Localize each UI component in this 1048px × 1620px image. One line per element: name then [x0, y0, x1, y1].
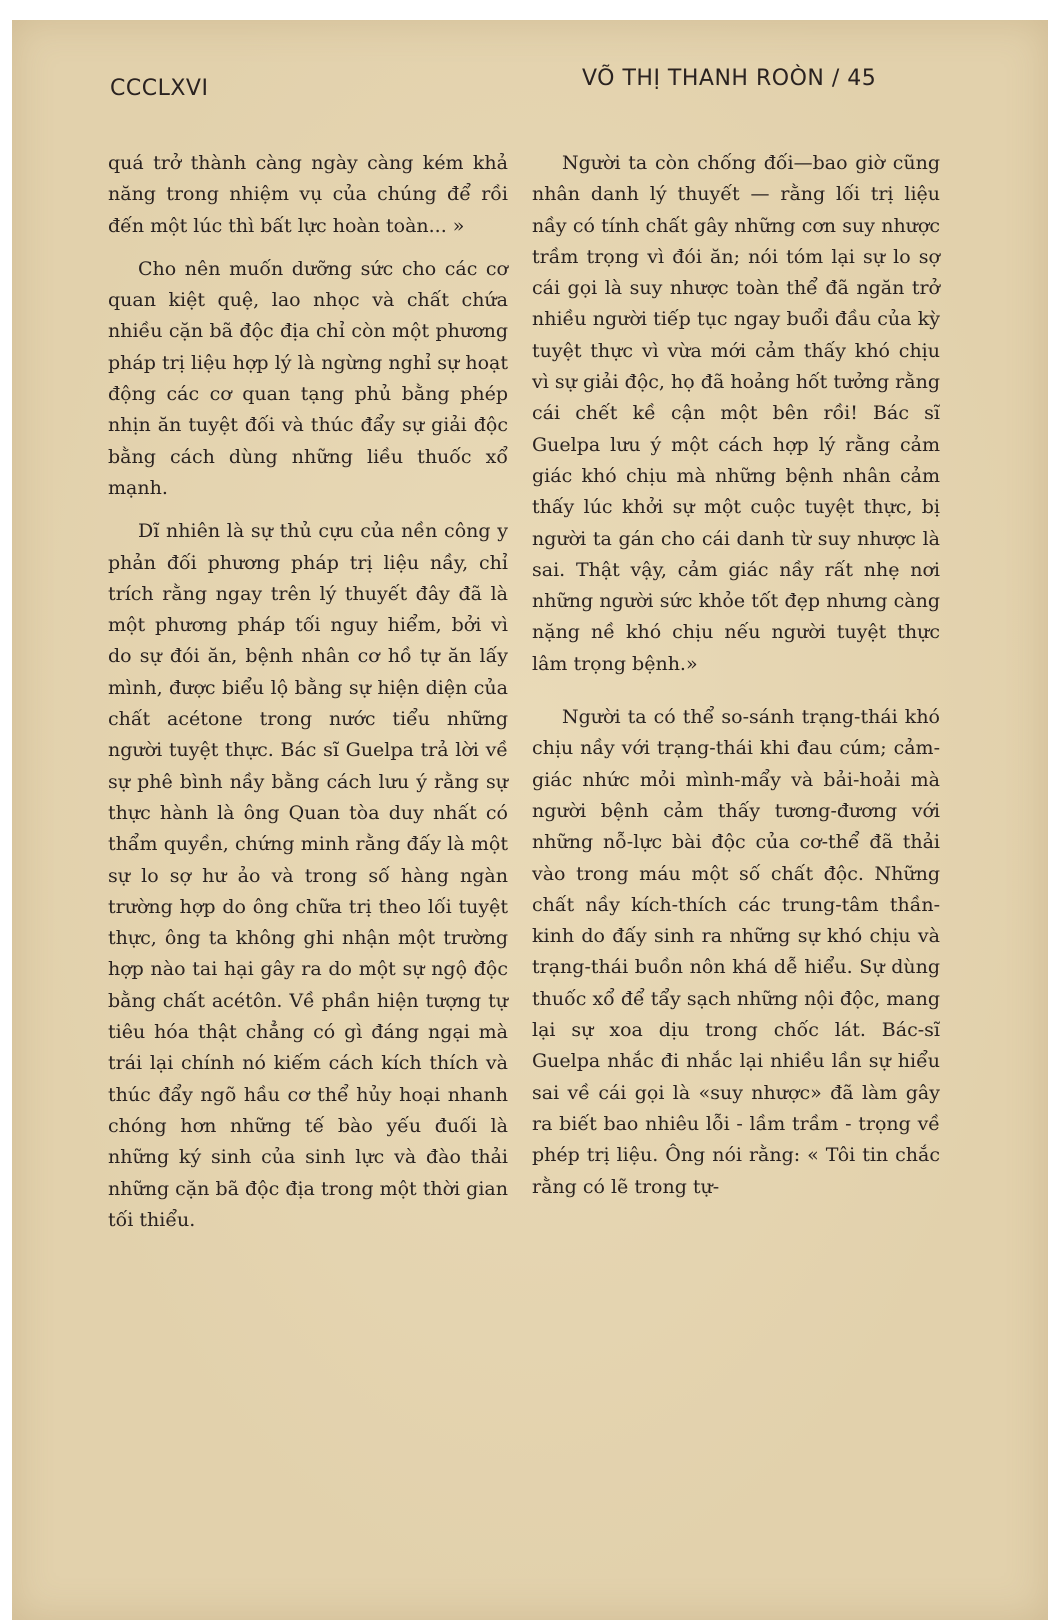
paragraph: quá trở thành càng ngày càng kém khả năng trong nhiệm vụ của chúng để rồi đến một lúc thì bất lực hoàn toàn... »	[108, 152, 508, 237]
running-header-right: VÕ THỊ THANH ROÒN / 45	[582, 66, 877, 91]
paragraph: Người ta còn chống đối—bao giờ cũng nhân danh lý thuyết — rằng lối trị liệu nầy có tính chất gây những cơn suy nhược trầm trọng vì đói ăn; nói tóm lại sự lo sợ cái gọi là suy nhược toàn thể đã ngăn trở nhiều người tiếp tục ngay buổi đầu của kỳ tuyệt thực vì vừa mới cảm thấy khó chịu vì sự giải độc, họ đã hoảng hốt tưởng rằng cái chết kề cận một bên rồi! Bác sĩ Guelpa lưu ý một cách hợp lý rằng cảm giác khó chịu mà những bệnh nhân cảm thấy lúc khởi sự một cuộc tuyệt thực, bị người ta gán cho cái danh từ suy nhược là sai. Thật vậy, cảm giác nầy rất nhẹ nơi những người sức khỏe tốt đẹp nhưng càng nặng nề khó chịu nếu người tuyệt thực lâm trọng bệnh.»	[532, 152, 940, 675]
paragraph: Dĩ nhiên là sự thủ cựu của nền công y phản đối phương pháp trị liệu nầy, chỉ trích rằng ngay trên lý thuyết đây đã là một phương pháp tối nguy hiểm, bởi vì do sự đói ăn, bệnh nhân cơ hồ tự ăn lấy mình, được biểu lộ bằng sự hiện diện của chất acétone trong nước tiểu những người tuyệt thực. Bác sĩ Guelpa trả lời về sự phê bình nầy bằng cách lưu ý rằng sự thực hành là ông Quan tòa duy nhất có thẩm quyền, chứng minh rằng đấy là một sự lo sợ hư ảo và trong số hàng ngàn trường hợp do ông chữa trị theo lối tuyệt thực, ông ta không ghi nhận một trường hợp nào tai hại gây ra do một sự ngộ độc bằng chất acétôn. Về phần hiện tượng tự tiêu hóa thật chẳng có gì đáng ngại mà trái lại chính nó kiếm cách kích thích và thúc đẩy ngõ hầu cơ thể hủy hoại nhanh chóng hơn những tế bào yếu đuối là những ký sinh của sinh lực và đào thải những cặn bã độc địa trong một thời gian tối thiểu.	[108, 520, 508, 1231]
running-header-left: CCCLXVI	[110, 76, 209, 101]
book-page	[12, 20, 1048, 1620]
left-column	[108, 148, 508, 1236]
paragraph: Cho nên muốn dưỡng sức cho các cơ quan kiệt quệ, lao nhọc và chất chứa nhiều cặn bã độc địa chỉ còn một phương pháp trị liệu hợp lý là ngừng nghỉ sự hoạt động các cơ quan tạng phủ bằng phép nhịn ăn tuyệt đối và thúc đẩy sự giải độc bằng cách dùng những liều thuốc xổ mạnh.	[108, 257, 508, 499]
right-column	[532, 148, 940, 1203]
paragraph: Người ta có thể so-sánh trạng-thái khó chịu nầy với trạng-thái khi đau cúm; cảm-giác nhức mỏi mình-mẩy và bải-hoải mà người bệnh cảm thấy tương-đương với những nỗ-lực bài độc của cơ-thể đã thải vào trong máu một số chất độc. Những chất nầy kích-thích các trung-tâm thần-kinh do đấy sinh ra những sự khó chịu và trạng-thái buồn nôn khá dễ hiểu. Sự dùng thuốc xổ để tẩy sạch những nội độc, mang lại sự xoa dịu trong chốc lát. Bác-sĩ Guelpa nhắc đi nhắc lại nhiều lần sự hiểu sai về cái gọi là «suy nhược» đã làm gây ra biết bao nhiêu lỗi - lầm trầm - trọng về phép trị liệu. Ông nói rằng: « Tôi tin chắc rằng có lẽ trong tự-	[532, 706, 940, 1198]
